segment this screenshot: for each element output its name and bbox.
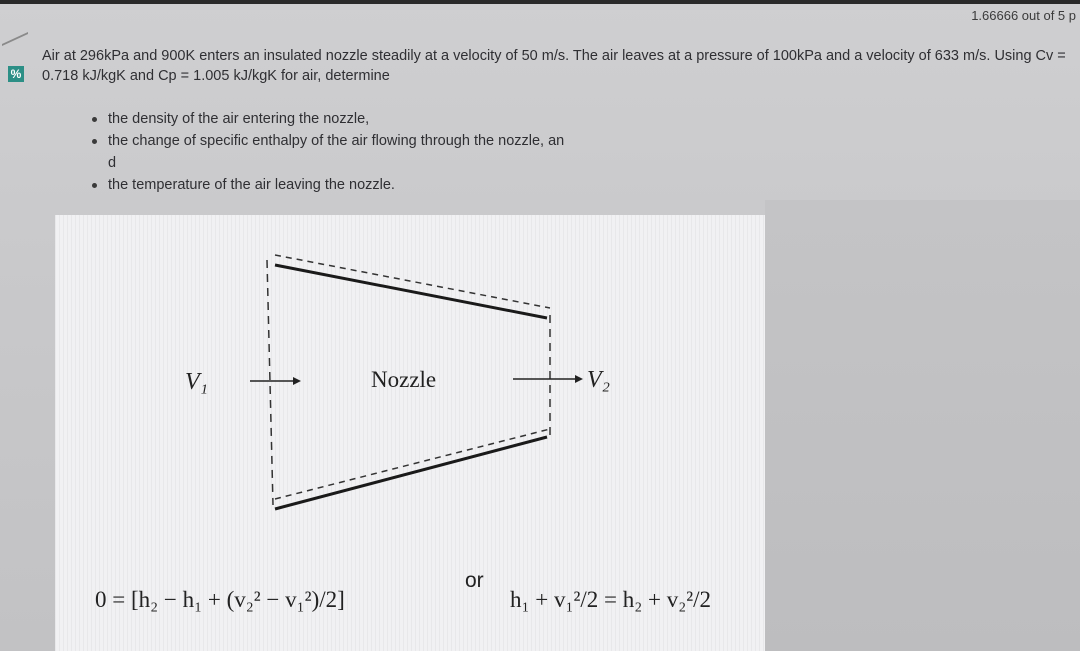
nozzle-diagram — [55, 215, 765, 651]
v1-label: V₁ — [185, 369, 209, 395]
nozzle-top-hatch — [275, 255, 550, 308]
equation-left: 0 = [h₂ − h₁ + (v₂² − v₁²)/2] — [95, 587, 345, 612]
score-text: 1.66666 out of 5 p — [971, 8, 1076, 23]
inlet-boundary — [267, 260, 273, 505]
question-bullets — [92, 108, 564, 196]
equation-or: or — [465, 569, 484, 592]
bullet-item: the temperature of the air leaving the nozzle. — [92, 174, 564, 196]
bullet-wrap-text: d — [108, 155, 117, 171]
equation-right: h₁ + v₁²/2 = h₂ + v₂²/2 — [510, 587, 712, 612]
bullet-item: the change of specific enthalpy of the air flowing through the nozzle, an — [92, 130, 564, 152]
nozzle-top-wall — [275, 265, 547, 318]
nozzle-bottom-wall — [275, 437, 547, 509]
nozzle-bottom-hatch — [275, 429, 550, 499]
nozzle-label: Nozzle — [371, 367, 437, 392]
v2-label: V₂ — [587, 367, 611, 393]
top-bar — [0, 0, 1080, 4]
question-corner-icon — [2, 32, 28, 70]
bullet-item: the density of the air entering the nozzle, — [92, 108, 564, 130]
v1-arrowhead — [293, 377, 301, 385]
partial-credit-icon: % — [8, 66, 24, 82]
nozzle-figure — [55, 215, 765, 651]
v2-arrowhead — [575, 375, 583, 383]
question-text: Air at 296kPa and 900K enters an insulated nozzle steadily at a velocity of 50 m/s. The air leaves at a pressure of 100kPa and a velocity of 633 m/s. Using Cv = 0.718 kJ/kgK and Cp = 1.005 kJ/kgK for air, determine — [42, 48, 1066, 84]
question-status-icon — [0, 38, 30, 82]
background-shade — [765, 200, 1080, 651]
